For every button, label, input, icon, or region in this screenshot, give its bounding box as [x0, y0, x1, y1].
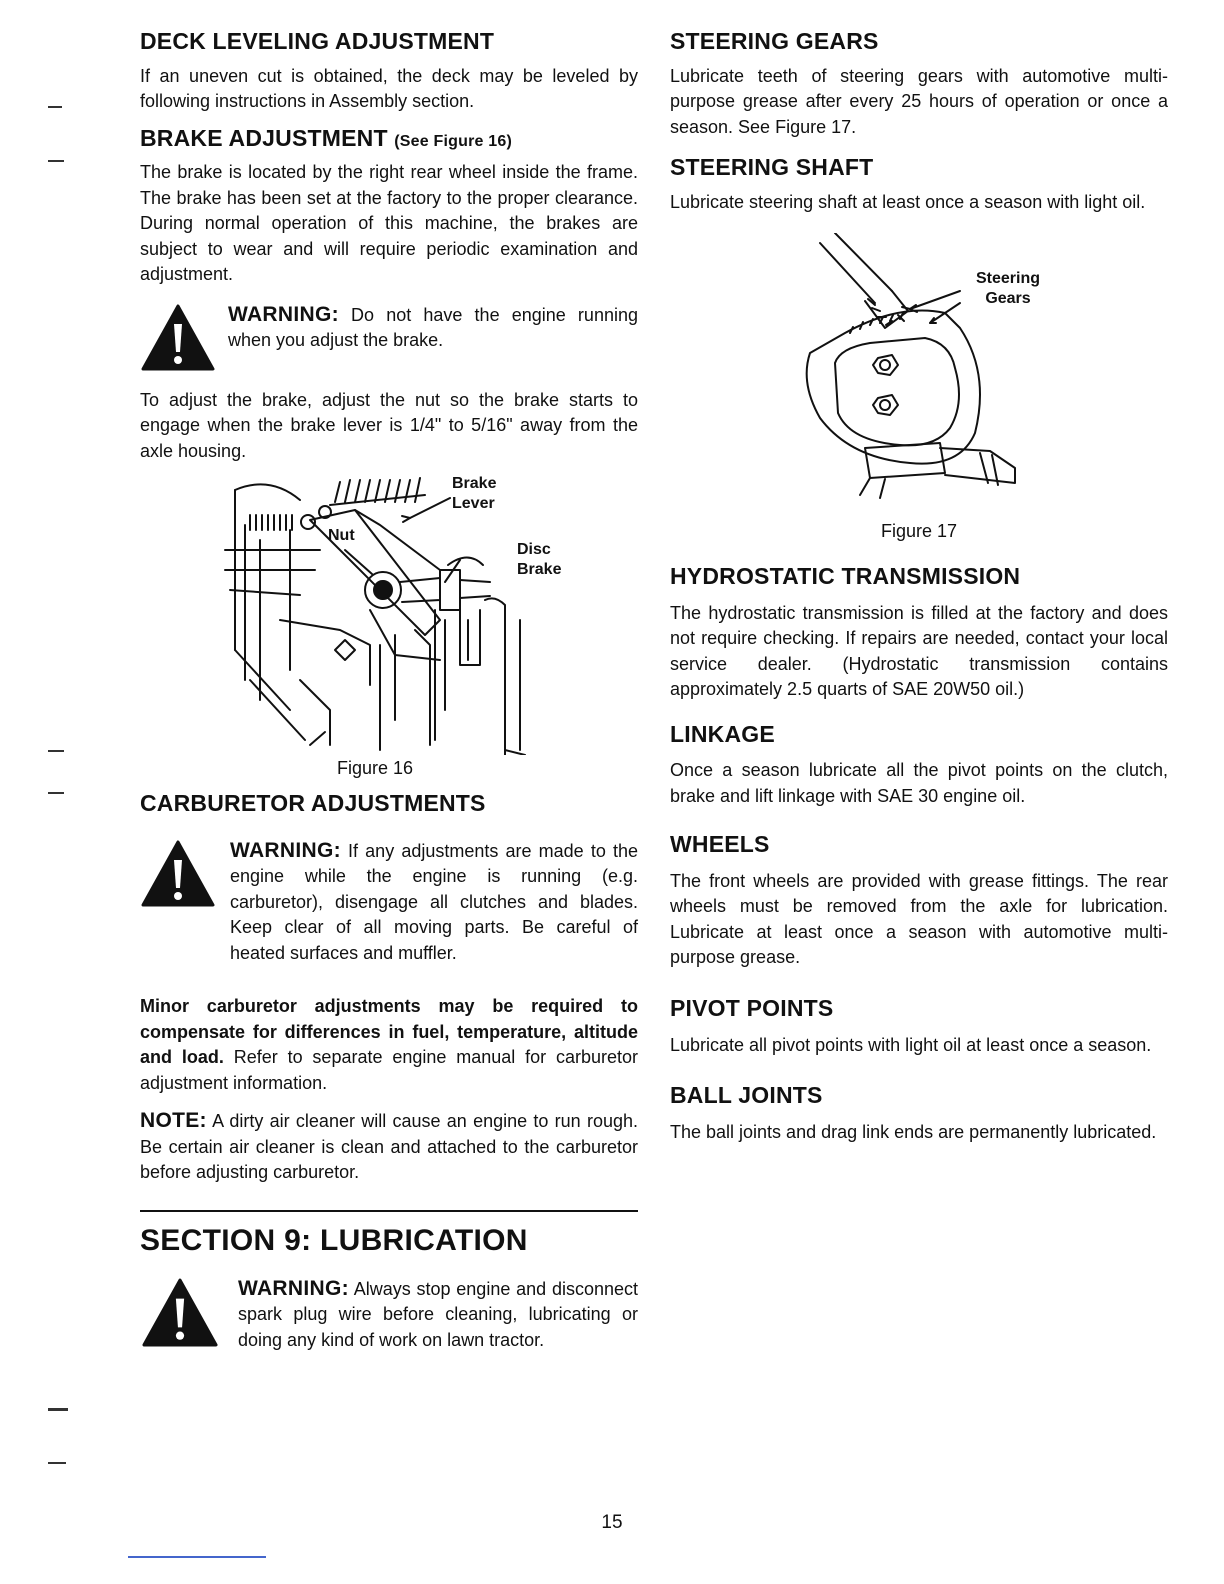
- brake-spring: [330, 478, 425, 505]
- brake-diagram: [140, 470, 638, 755]
- nut-disc-assembly: [365, 570, 490, 660]
- brake-lever-label: [452, 474, 496, 514]
- section-9-title: SECTION 9: LUBRICATION: [140, 1223, 528, 1257]
- brake-adjustment-title: BRAKE ADJUSTMENT: [140, 124, 388, 151]
- steering-gears-heading: STEERING GEARS: [670, 28, 879, 54]
- hydrostatic-heading: HYDROSTATIC TRANSMISSION: [670, 563, 1021, 590]
- edge-mark: [48, 160, 64, 162]
- figure-17: [670, 233, 1168, 563]
- linkage-heading: LINKAGE: [670, 720, 775, 747]
- steering-gears-label-line2: Gears: [985, 290, 1031, 308]
- carburetor-warning-body: If any adjustments are made to the engine while the engine is running (e.g. carburetor), disengage all clutches and blades. Keep clear of all moving parts. Be careful of heated surfaces and muffler.: [230, 840, 638, 963]
- page-number: 15: [601, 1512, 623, 1533]
- carburetor-heading: CARBURETOR ADJUSTMENTS: [140, 790, 486, 817]
- left-column: [140, 28, 638, 1353]
- linkage-text: Once a season lubricate all the pivot points on the clutch, brake and lift linkage with SAE 30 engine oil.: [670, 760, 1168, 806]
- warning-triangle-icon: [140, 302, 216, 372]
- right-column: [670, 28, 1168, 1145]
- carburetor-warning-text: [230, 838, 638, 967]
- drag-link: [860, 443, 1015, 498]
- brake-adjustment-heading: [140, 125, 638, 153]
- warning-triangle-icon: [140, 838, 216, 908]
- figure-16-caption: Figure 16: [336, 758, 414, 779]
- pivot-points-heading: PIVOT POINTS: [670, 994, 834, 1021]
- warning-label: WARNING:: [230, 838, 341, 862]
- steering-gears-label: [976, 269, 1040, 309]
- warning-label: WARNING:: [228, 302, 339, 326]
- brake-lever-label-line2: Lever: [452, 495, 495, 513]
- deck-leveling-text: If an uneven cut is obtained, the deck may be leveled by following instructions in Assembly section.: [140, 65, 638, 112]
- figure-17-caption: Figure 17: [880, 521, 958, 542]
- wheels-heading: WHEELS: [670, 831, 770, 858]
- steering-shaft-text: Lubricate steering shaft at least once a season with light oil.: [670, 191, 1146, 212]
- note-text: [140, 1108, 638, 1186]
- brake-adjustment-figure-ref: (See Figure 16): [394, 132, 512, 150]
- disc-brake-label: [517, 540, 561, 580]
- edge-mark: [48, 750, 64, 752]
- hydrostatic-text: The hydrostatic transmission is filled at the factory and does not require checking. If repairs are needed, contact your local service dealer. (Hydrostatic transmission contains approximately 2.5 quarts of SAE 20W50 oil.): [670, 602, 1168, 700]
- steering-gears-label-line1: Steering: [976, 270, 1041, 288]
- steering-gears-text: Lubricate teeth of steering gears with automotive multi-purpose grease after every 25 hours of operation or once a season. See Figure 17.: [670, 65, 1168, 137]
- bottom-rule: [128, 1556, 266, 1558]
- minor-carburetor-bold: Minor carburetor adjustments may be required to compensate for differences in fuel, temperature, altitude and load.: [140, 996, 638, 1068]
- disc-brake-label-line1: Disc: [517, 541, 551, 559]
- brake-adjustment-text: The brake is located by the right rear wheel inside the frame. The brake has been set at the factory to the proper clearance. During normal operation of this machine, the brakes are subject to wear and will require periodic examination and adjustment.: [140, 162, 638, 285]
- edge-mark: [48, 1462, 66, 1464]
- lubrication-warning-text: [238, 1276, 638, 1354]
- note-body: A dirty air cleaner will cause an engine to run rough. Be certain air cleaner is clean and attached to the carburetor before adjusting carburetor.: [140, 1111, 638, 1183]
- edge-mark: [48, 106, 62, 108]
- deck-leveling-heading: DECK LEVELING ADJUSTMENT: [140, 28, 495, 54]
- minor-carburetor-rest: Refer to separate engine manual for carburetor adjustment information.: [140, 1047, 638, 1093]
- pivot-points-text: Lubricate all pivot points with light oil at least once a season.: [670, 1034, 1152, 1055]
- warning-label: WARNING:: [238, 1276, 349, 1300]
- brake-warning: [140, 302, 638, 372]
- sector-gear: [807, 311, 980, 464]
- disc-brake-label-line2: Brake: [517, 561, 562, 579]
- warning-triangle-icon: [140, 1276, 220, 1348]
- brake-warning-text: [228, 302, 638, 354]
- note-label: NOTE:: [140, 1109, 207, 1133]
- edge-mark: [48, 792, 64, 794]
- section-divider: [140, 1210, 638, 1212]
- steering-shaft-heading: STEERING SHAFT: [670, 154, 874, 181]
- ball-joints-text: The ball joints and drag link ends are permanently lubricated.: [670, 1121, 1157, 1142]
- lubrication-warning: [140, 1276, 638, 1354]
- nut-label: Nut: [328, 527, 355, 545]
- steering-gears-diagram: [670, 233, 1168, 513]
- lubrication-warning-body: Always stop engine and disconnect spark plug wire before cleaning, lubricating or doing any kind of work on lawn tractor.: [238, 1278, 638, 1350]
- minor-carburetor-text: [140, 994, 638, 1096]
- wheels-text: The front wheels are provided with grease fittings. The rear wheels must be removed from the axle for lubrication. Lubricate at least once a season with automotive multi-purpose grease.: [670, 870, 1168, 968]
- figure-16: [140, 470, 638, 790]
- brake-adjust-instructions: To adjust the brake, adjust the nut so the brake starts to engage when the brake lever is 1/4" to 5/16" away from the axle housing.: [140, 389, 638, 461]
- carburetor-warning: [140, 838, 638, 967]
- edge-mark: [48, 1408, 68, 1411]
- brake-lever-label-line1: Brake: [452, 475, 497, 493]
- ball-joints-heading: BALL JOINTS: [670, 1082, 823, 1109]
- brake-warning-body: Do not have the engine running when you adjust the brake.: [228, 304, 638, 351]
